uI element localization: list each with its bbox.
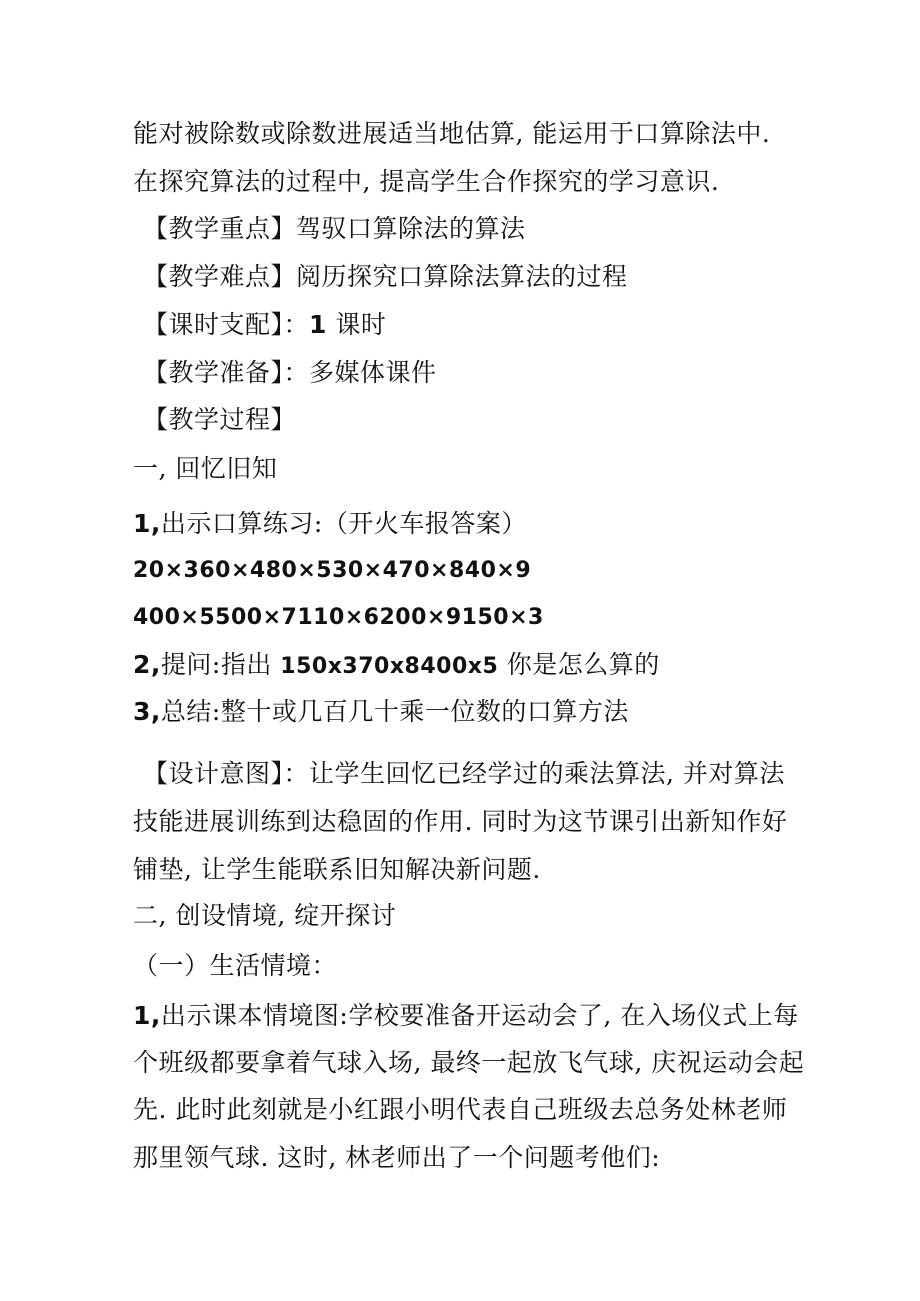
exercise-row-1: 20×360×480×530×470×840×9 [133,558,532,583]
item-1-line [133,508,527,540]
item-1-number: 1, [133,509,161,538]
section-one-heading: 一, 回忆旧知 [133,454,278,483]
item-2-line [133,649,660,683]
design-intent-line-3: 铺垫, 让学生能联系旧知解决新问题. [133,855,541,884]
item-1-text: 出示口算练习:（开火车报答案） [160,509,527,538]
section-two-heading: 二, 创设情境, 绽开探讨 [133,901,397,930]
design-intent-line-1: 【设计意图】：让学生回忆已经学过的乘法算法, 并对算法 [143,759,785,788]
scenario-item-number: 1, [133,1001,161,1030]
item-2-expression: 150x370x8400x5 [280,654,499,679]
exercise-row-2: 400×5500×7110×6200×9150×3 [133,605,544,630]
preparation-line: 【教学准备】：多媒体课件 [143,358,437,387]
scenario-line-1 [133,1000,799,1032]
item-2-number: 2, [133,650,161,679]
item-2-text: 提问:指出 [160,650,272,679]
scenario-line-2: 个班级都要拿着气球入场, 最终一起放飞气球, 庆祝运动会起 [133,1048,805,1077]
process-heading: 【教学过程】 [143,405,297,434]
class-hours-line [143,309,386,341]
item-3-number: 3, [133,697,161,726]
difficulty-line: 【教学难点】阅历探究口算除法算法的过程 [143,262,628,291]
scenario-text-1: 出示课本情境图:学校要准备开运动会了, 在入场仪式上每 [160,1001,799,1030]
design-intent-line-2: 技能进展训练到达稳固的作用. 同时为这节课引出新知作好 [133,807,788,836]
scenario-line-4: 那里领气球. 这时, 林老师出了一个问题考他们: [133,1143,661,1172]
scenario-line-3: 先. 此时此刻就是小红跟小明代表自己班级去总务处林老师 [133,1095,788,1124]
life-situation-heading: （一）生活情境： [133,951,338,980]
item-3-text: 总结:整十或几百几十乘一位数的口算方法 [160,697,629,726]
item-2-text-end: 你是怎么算的 [506,650,660,679]
class-hours-unit: 课时 [335,310,387,339]
class-hours-label: 【课时支配】： [143,310,310,339]
item-3-line [133,696,629,728]
text-line-1: 能对被除数或除数进展适当地估算, 能运用于口算除法中. [133,119,771,148]
key-point-line: 【教学重点】驾驭口算除法的算法 [143,214,526,243]
class-hours-number: 1 [309,310,327,339]
text-line-2: 在探究算法的过程中, 提高学生合作探究的学习意识. [133,167,720,196]
